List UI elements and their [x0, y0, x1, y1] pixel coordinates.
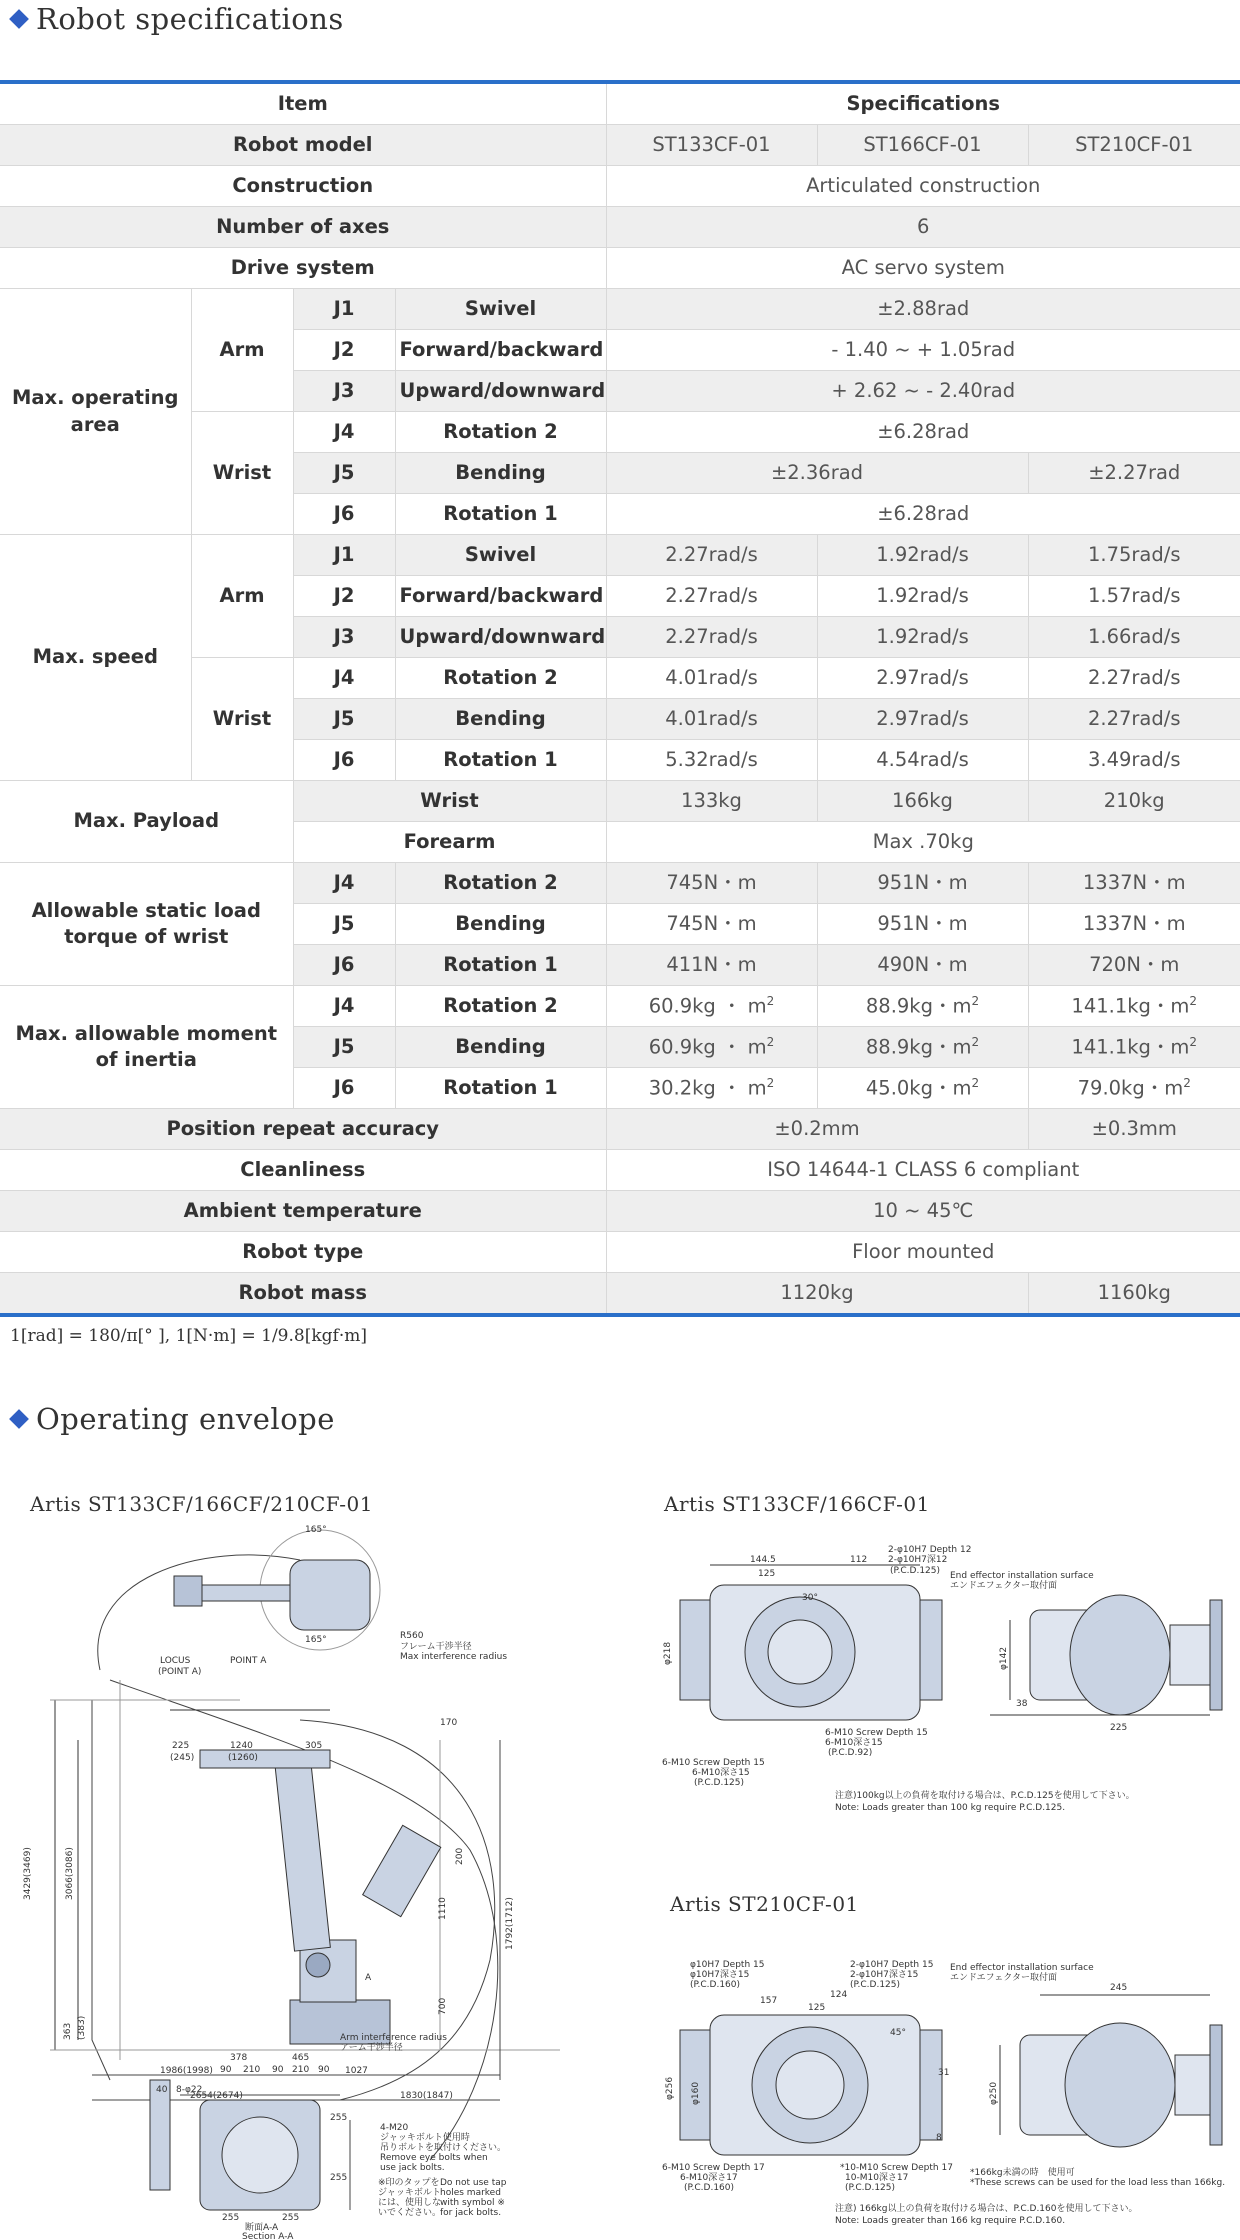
dim-label: ジャッキボルト: [378, 2188, 441, 2198]
repeat-value: ±0.2mm: [606, 1109, 1028, 1150]
dim-label: (P.C.D.125): [850, 1980, 901, 1990]
operating-area-label: Max. operating area: [0, 289, 191, 535]
diamond-bullet-icon: [9, 9, 29, 29]
axes-label: Number of axes: [0, 207, 606, 248]
flange1-diagram-title: Artis ST133CF/166CF-01: [664, 1492, 930, 1516]
joint-name-cell: Forward/backward: [395, 576, 606, 617]
torque-cell: 745N・m: [606, 863, 817, 904]
speed-cell: 1.92rad/s: [817, 576, 1028, 617]
joint-cell: J4: [293, 863, 395, 904]
dim-label: 124: [830, 1990, 848, 2000]
table-row: [0, 125, 1240, 166]
envelope-section-title: [8, 1402, 335, 1436]
dim-label: アーム干渉半径: [340, 2043, 403, 2053]
operating-wrist-label: Wrist: [191, 412, 293, 535]
table-row: [0, 207, 1240, 248]
table-row: [0, 289, 1240, 330]
joint-name-cell: Swivel: [395, 289, 606, 330]
joint-name-cell: Rotation 1: [395, 1068, 606, 1109]
model-cell: ST133CF-01: [606, 125, 817, 166]
dim-label: 90: [220, 2065, 232, 2075]
dim-label: エンドエフェクター取付面: [950, 1581, 1058, 1591]
torque-cell: 490N・m: [817, 945, 1028, 986]
header-specifications: Specifications: [606, 82, 1240, 125]
table-row: [0, 1232, 1240, 1273]
envelope-title-text: Operating envelope: [36, 1402, 335, 1436]
dim-label: φ142: [999, 1646, 1009, 1670]
dim-label: 700: [438, 1997, 448, 2015]
dim-label: Max interference radius: [400, 1652, 508, 1662]
inertia-cell: [606, 986, 817, 1027]
inertia-value: 30.2kg ・ m: [648, 1076, 767, 1100]
payload-forearm-label: Forearm: [293, 822, 606, 863]
dim-label: 378: [230, 2053, 248, 2063]
superscript: 2: [766, 993, 775, 1008]
dim-label: A: [365, 1973, 372, 1983]
joint-cell: J5: [293, 699, 395, 740]
inertia-cell: [1028, 1027, 1240, 1068]
dim-label: holes marked: [440, 2188, 501, 2198]
superscript: 2: [1189, 1034, 1198, 1049]
inertia-cell: [817, 1027, 1028, 1068]
dim-label: (POINT A): [158, 1667, 202, 1677]
joint-name-cell: Rotation 2: [395, 412, 606, 453]
dim-label: POINT A: [230, 1656, 267, 1666]
joint-cell: J6: [293, 945, 395, 986]
dim-label: (P.C.D.92): [828, 1748, 873, 1758]
payload-cell: 210kg: [1028, 781, 1240, 822]
joint-cell: J5: [293, 453, 395, 494]
speed-cell: 1.57rad/s: [1028, 576, 1240, 617]
dim-label: 1792(1712): [505, 1897, 515, 1950]
dim-label: 465: [292, 2053, 310, 2063]
dim-label: には、使用しな: [378, 2198, 442, 2208]
inertia-value: 45.0kg・m: [865, 1076, 972, 1100]
joint-cell: J5: [293, 1027, 395, 1068]
inertia-value: 88.9kg・m: [865, 994, 972, 1018]
repeat-value-210: ±0.3mm: [1028, 1109, 1240, 1150]
torque-cell: 1337N・m: [1028, 904, 1240, 945]
dim-label: 165°: [305, 1635, 327, 1645]
joint-cell: J3: [293, 371, 395, 412]
speed-cell: 1.92rad/s: [817, 617, 1028, 658]
dim-label: 255: [282, 2213, 300, 2223]
joint-name-cell: Rotation 1: [395, 740, 606, 781]
dim-label: 8: [936, 2133, 942, 2143]
table-row: [0, 863, 1240, 904]
dim-label: φ250: [989, 2081, 999, 2105]
construction-value: Articulated construction: [606, 166, 1240, 207]
table-row: [0, 1150, 1240, 1191]
flange-210-drawing: [650, 1955, 1240, 2240]
dim-label: *10-M10 Screw Depth 17: [840, 2163, 953, 2173]
speed-cell: 1.66rad/s: [1028, 617, 1240, 658]
payload-forearm-value: Max .70kg: [606, 822, 1240, 863]
dim-label: フレーム干渉半径: [400, 1642, 472, 1652]
dim-label: 1986(1998): [160, 2066, 213, 2076]
table-row: [0, 535, 1240, 576]
dim-label: 吊りボルトを取付けください。: [380, 2143, 507, 2153]
dim-label: R560: [400, 1631, 424, 1641]
dim-label: 255: [330, 2113, 348, 2123]
inertia-value: 141.1kg・m: [1071, 994, 1190, 1018]
dim-label: 31: [938, 2068, 950, 2078]
torque-label: Allowable static load torque of wrist: [0, 863, 293, 986]
joint-cell: J4: [293, 412, 395, 453]
torque-cell: 745N・m: [606, 904, 817, 945]
model-cell: ST166CF-01: [817, 125, 1028, 166]
dim-label: Arm interference radius: [340, 2033, 447, 2043]
specs-section-title: [8, 2, 344, 36]
table-row: [0, 986, 1240, 1027]
dim-label: 1830(1847): [400, 2091, 453, 2101]
speed-cell: 2.27rad/s: [606, 617, 817, 658]
dim-label: 210: [292, 2065, 310, 2075]
mass-value: 1120kg: [606, 1273, 1028, 1316]
inertia-value: 141.1kg・m: [1071, 1035, 1190, 1059]
table-row: [0, 1109, 1240, 1150]
speed-cell: 1.75rad/s: [1028, 535, 1240, 576]
operating-arm-label: Arm: [191, 289, 293, 412]
superscript: 2: [971, 993, 980, 1008]
speed-cell: 2.27rad/s: [1028, 658, 1240, 699]
dim-label: 210: [243, 2065, 261, 2075]
joint-cell: J4: [293, 658, 395, 699]
dim-label: 255: [222, 2213, 240, 2223]
speed-cell: 3.49rad/s: [1028, 740, 1240, 781]
joint-cell: J6: [293, 740, 395, 781]
axes-value: 6: [606, 207, 1240, 248]
dim-label: 255: [330, 2173, 348, 2183]
dim-label: 10-M10深さ17: [845, 2173, 909, 2183]
dim-label: 90: [318, 2065, 330, 2075]
range-cell: + 2.62 ~ - 2.40rad: [606, 371, 1240, 412]
dim-label: いでください。: [378, 2208, 442, 2218]
dim-label: Remove eye bolts when: [380, 2153, 488, 2163]
joint-name-cell: Upward/downward: [395, 371, 606, 412]
speed-cell: 2.27rad/s: [1028, 699, 1240, 740]
speed-wrist-label: Wrist: [191, 658, 293, 781]
joint-cell: J2: [293, 330, 395, 371]
inertia-value: 88.9kg・m: [865, 1035, 972, 1059]
dim-label: 6-M10深さ15: [692, 1768, 750, 1778]
speed-cell: 2.97rad/s: [817, 658, 1028, 699]
drive-value: AC servo system: [606, 248, 1240, 289]
dim-label: for jack bolts.: [440, 2208, 502, 2218]
speed-cell: 2.97rad/s: [817, 699, 1028, 740]
dim-label: 225: [1110, 1723, 1128, 1733]
table-row: [0, 781, 1240, 822]
dim-label: 注意) 166kg以上の負荷を取付ける場合は、P.C.D.160を使用して下さい。: [835, 2204, 1138, 2214]
joint-cell: J6: [293, 494, 395, 535]
spec-table: [0, 80, 1240, 1317]
specs-title-text: Robot specifications: [36, 2, 344, 36]
dim-label: (P.C.D.125): [694, 1778, 745, 1788]
dim-label: 200: [455, 1847, 465, 1865]
range-cell: - 1.40 ~ + 1.05rad: [606, 330, 1240, 371]
superscript: 2: [971, 1034, 980, 1049]
diamond-bullet-icon: [9, 1409, 29, 1429]
range-cell-210: ±2.27rad: [1028, 453, 1240, 494]
dim-label: φ10H7深さ15: [690, 1970, 750, 1980]
inertia-value: 79.0kg・m: [1077, 1076, 1184, 1100]
dim-label: 3429(3469): [23, 1847, 33, 1900]
table-row: [0, 248, 1240, 289]
joint-name-cell: Rotation 2: [395, 986, 606, 1027]
drive-label: Drive system: [0, 248, 606, 289]
operating-envelope-drawing: [0, 1520, 620, 2240]
dim-label: 144.5: [750, 1555, 776, 1565]
dim-label: 2654(2674): [190, 2091, 243, 2101]
dim-label: ※印のタップを: [378, 2178, 440, 2188]
joint-name-cell: Rotation 2: [395, 658, 606, 699]
table-row: [0, 166, 1240, 207]
payload-label: Max. Payload: [0, 781, 293, 863]
superscript: 2: [1189, 993, 1198, 1008]
dim-label: 6-M10深さ17: [680, 2173, 738, 2183]
inertia-cell: [606, 1068, 817, 1109]
dim-label: 6-M10深さ15: [825, 1738, 883, 1748]
dim-label: 2-φ10H7 Depth 15: [850, 1960, 934, 1970]
dim-label: 305: [305, 1741, 323, 1751]
joint-cell: J6: [293, 1068, 395, 1109]
robot-type-value: Floor mounted: [606, 1232, 1240, 1273]
dim-label: 注意)100kg以上の負荷を取付ける場合は、P.C.D.125を使用して下さい。: [835, 1791, 1135, 1801]
inertia-cell: [817, 1068, 1028, 1109]
joint-cell: J1: [293, 289, 395, 330]
dim-label: 165°: [305, 1525, 327, 1535]
cleanliness-value: ISO 14644-1 CLASS 6 compliant: [606, 1150, 1240, 1191]
superscript: 2: [766, 1034, 775, 1049]
dim-label: (P.C.D.125): [845, 2183, 896, 2193]
payload-wrist-label: Wrist: [293, 781, 606, 822]
joint-cell: J1: [293, 535, 395, 576]
ambient-label: Ambient temperature: [0, 1191, 606, 1232]
dim-label: 1027: [345, 2066, 368, 2076]
dim-label: 38: [1016, 1699, 1028, 1709]
dim-label: 6-M10 Screw Depth 17: [662, 2163, 765, 2173]
joint-cell: J5: [293, 904, 395, 945]
dim-label: 45°: [890, 2028, 906, 2038]
dim-label: Note: Loads greater than 166 kg require P.C.D.160.: [835, 2216, 1066, 2226]
payload-cell: 166kg: [817, 781, 1028, 822]
speed-cell: 2.27rad/s: [606, 535, 817, 576]
dim-label: Do not use tap: [440, 2178, 507, 2188]
speed-cell: 4.01rad/s: [606, 699, 817, 740]
dim-label: (1260): [228, 1753, 258, 1763]
superscript: 2: [971, 1075, 980, 1090]
range-cell: ±2.88rad: [606, 289, 1240, 330]
inertia-cell: [1028, 1068, 1240, 1109]
table-row: [0, 1273, 1240, 1316]
dim-label: use jack bolts.: [380, 2163, 445, 2173]
dim-label: *These screws can be used for the load less than 166kg.: [970, 2178, 1226, 2188]
model-cell: ST210CF-01: [1028, 125, 1240, 166]
dim-label: LOCUS: [160, 1656, 191, 1666]
spec-table-wrapper: [0, 80, 1240, 1317]
joint-name-cell: Forward/backward: [395, 330, 606, 371]
construction-label: Construction: [0, 166, 606, 207]
dim-label: Note: Loads greater than 100 kg require P.C.D.125.: [835, 1803, 1066, 1813]
cleanliness-label: Cleanliness: [0, 1150, 606, 1191]
inertia-value: 60.9kg ・ m: [648, 994, 767, 1018]
flange2-diagram-title: Artis ST210CF-01: [670, 1892, 859, 1916]
inertia-cell: [817, 986, 1028, 1027]
dim-label: 90: [272, 2065, 284, 2075]
dim-label: (P.C.D.160): [684, 2183, 735, 2193]
dim-label: ジャッキボルト使用時: [380, 2133, 470, 2143]
dim-label: φ256: [665, 2076, 675, 2100]
dim-label: エンドエフェクター取付面: [950, 1973, 1058, 1983]
robot-model-label: Robot model: [0, 125, 606, 166]
dim-label: 125: [808, 2003, 826, 2013]
main-diagram-title: Artis ST133CF/166CF/210CF-01: [30, 1492, 373, 1516]
torque-cell: 411N・m: [606, 945, 817, 986]
dim-label: 363: [63, 2022, 73, 2040]
range-cell: ±2.36rad: [606, 453, 1028, 494]
dim-label: (245): [170, 1753, 195, 1763]
dim-label: End effector installation surface: [950, 1571, 1094, 1581]
torque-cell: 720N・m: [1028, 945, 1240, 986]
dim-label: 225: [172, 1741, 190, 1751]
dim-label: Section A-A: [242, 2232, 294, 2240]
dim-label: 170: [440, 1718, 458, 1728]
speed-cell: 1.92rad/s: [817, 535, 1028, 576]
dim-label: 40: [156, 2085, 168, 2095]
inertia-cell: [606, 1027, 817, 1068]
repeat-label: Position repeat accuracy: [0, 1109, 606, 1150]
dim-label: 断面A-A: [245, 2223, 279, 2233]
dim-label: 2-φ10H7 Depth 12: [888, 1545, 972, 1555]
dim-label: 2-φ10H7深さ15: [850, 1970, 919, 1980]
joint-cell: J2: [293, 576, 395, 617]
dim-label: with symbol ※: [440, 2198, 505, 2208]
superscript: 2: [766, 1075, 775, 1090]
dim-label: φ160: [691, 2081, 701, 2105]
joint-name-cell: Upward/downward: [395, 617, 606, 658]
torque-cell: 1337N・m: [1028, 863, 1240, 904]
speed-arm-label: Arm: [191, 535, 293, 658]
dim-label: 125: [758, 1569, 776, 1579]
dim-label: 4-M20: [380, 2123, 409, 2133]
dim-label: 6-M10 Screw Depth 15: [825, 1728, 928, 1738]
joint-name-cell: Bending: [395, 699, 606, 740]
dim-label: 6-M10 Screw Depth 15: [662, 1758, 765, 1768]
dim-label: 3066(3086): [65, 1847, 75, 1900]
range-cell: ±6.28rad: [606, 494, 1240, 535]
max-speed-label: Max. speed: [0, 535, 191, 781]
speed-cell: 2.27rad/s: [606, 576, 817, 617]
dim-label: φ10H7 Depth 15: [690, 1960, 765, 1970]
table-row: [0, 1191, 1240, 1232]
payload-cell: 133kg: [606, 781, 817, 822]
dim-label: *166kg未満の時 使用可: [970, 2168, 1075, 2178]
speed-cell: 4.01rad/s: [606, 658, 817, 699]
header-item: Item: [0, 82, 606, 125]
joint-cell: J4: [293, 986, 395, 1027]
dim-label: (P.C.D.160): [690, 1980, 741, 1990]
inertia-value: 60.9kg ・ m: [648, 1035, 767, 1059]
joint-name-cell: Swivel: [395, 535, 606, 576]
dim-label: 2-φ10H7深12: [888, 1555, 948, 1565]
joint-name-cell: Bending: [395, 904, 606, 945]
mass-value-210: 1160kg: [1028, 1273, 1240, 1316]
unit-footnote: 1[rad] = 180/π[° ], 1[N·m] = 1/9.8[kgf·m]: [10, 1326, 367, 1346]
dim-label: (383): [77, 2015, 87, 2040]
dim-label: φ218: [663, 1641, 673, 1665]
inertia-label: Max. allowable moment of inertia: [0, 986, 293, 1109]
mass-label: Robot mass: [0, 1273, 606, 1316]
dim-label: 157: [760, 1996, 778, 2006]
joint-name-cell: Rotation 2: [395, 863, 606, 904]
joint-name-cell: Bending: [395, 1027, 606, 1068]
dim-label: 30°: [802, 1593, 818, 1603]
dim-label: 245: [1110, 1983, 1128, 1993]
joint-cell: J3: [293, 617, 395, 658]
dim-label: End effector installation surface: [950, 1963, 1094, 1973]
robot-type-label: Robot type: [0, 1232, 606, 1273]
joint-name-cell: Rotation 1: [395, 494, 606, 535]
torque-cell: 951N・m: [817, 904, 1028, 945]
dim-label: (P.C.D.125): [890, 1566, 941, 1576]
dim-label: 8-φ22: [176, 2085, 203, 2095]
joint-name-cell: Bending: [395, 453, 606, 494]
dim-label: 1110: [438, 1897, 448, 1920]
dim-label: 1240: [230, 1741, 253, 1751]
ambient-value: 10 ~ 45℃: [606, 1191, 1240, 1232]
inertia-cell: [1028, 986, 1240, 1027]
speed-cell: 5.32rad/s: [606, 740, 817, 781]
dim-label: 112: [850, 1555, 868, 1565]
torque-cell: 951N・m: [817, 863, 1028, 904]
flange-133-166-drawing: [650, 1540, 1240, 1830]
range-cell: ±6.28rad: [606, 412, 1240, 453]
superscript: 2: [1183, 1075, 1191, 1090]
joint-name-cell: Rotation 1: [395, 945, 606, 986]
table-row: [0, 82, 1240, 125]
speed-cell: 4.54rad/s: [817, 740, 1028, 781]
